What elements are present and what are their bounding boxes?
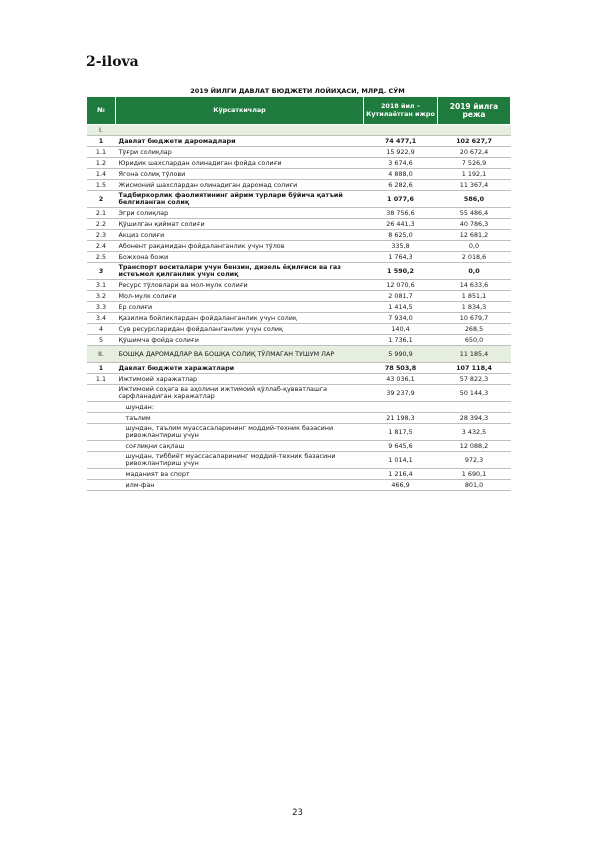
row-indicator: Ижтимоий соҳага ва аҳолини ижтимоий қўллаб-қувватлашга сарфланадиган харажатлар [116, 385, 364, 402]
row-value-2019: 2 018,6 [438, 252, 511, 263]
row-value-2019: 12 681,2 [438, 230, 511, 241]
table-row [87, 230, 511, 241]
row-value-2019: 20 672,4 [438, 147, 511, 158]
row-number [87, 424, 116, 441]
row-number: 3.1 [87, 280, 116, 291]
row-value-2018: 140,4 [364, 324, 438, 335]
table-row [87, 125, 511, 136]
row-number [87, 385, 116, 402]
row-value-2019: 268,5 [438, 324, 511, 335]
row-indicator: Ер солиғи [116, 302, 364, 313]
row-value-2019: 57 822,3 [438, 374, 511, 385]
row-number: 3.3 [87, 302, 116, 313]
header-2019-plan: 2019 йилга режа [438, 97, 511, 125]
header-indicators: Кўрсаткичлар [116, 97, 364, 125]
row-number: I. [87, 125, 116, 136]
table-row [87, 413, 511, 424]
table-row [87, 280, 511, 291]
table-row [87, 441, 511, 452]
row-value-2019: 1 690,1 [438, 469, 511, 480]
table-row [87, 335, 511, 346]
table-row [87, 169, 511, 180]
row-value-2018: 8 625,0 [364, 230, 438, 241]
row-indicator: таълим [116, 413, 364, 424]
row-indicator: Жисмоний шахслардан олинадиган даромад солиғи [116, 180, 364, 191]
table-row [87, 208, 511, 219]
row-number: 3 [87, 263, 116, 280]
row-value-2019: 1 834,3 [438, 302, 511, 313]
row-indicator: Ижтимоий харажатлар [116, 374, 364, 385]
row-value-2018: 1 764,3 [364, 252, 438, 263]
row-value-2018: 39 237,9 [364, 385, 438, 402]
row-indicator: Мол-мулк солиғи [116, 291, 364, 302]
row-value-2019 [438, 402, 511, 413]
row-number [87, 469, 116, 480]
row-number: 2.3 [87, 230, 116, 241]
row-number: 4 [87, 324, 116, 335]
page-number: 23 [292, 808, 303, 818]
row-number: 2.1 [87, 208, 116, 219]
row-value-2018: 5 990,9 [364, 346, 438, 363]
row-indicator: Божхона божи [116, 252, 364, 263]
row-value-2019: 107 118,4 [438, 363, 511, 374]
table-row [87, 324, 511, 335]
row-number: 1.5 [87, 180, 116, 191]
row-value-2019: 650,0 [438, 335, 511, 346]
row-value-2018: 7 934,0 [364, 313, 438, 324]
row-number [87, 402, 116, 413]
table-header-row [87, 97, 511, 125]
table-row [87, 469, 511, 480]
row-value-2019: 7 526,9 [438, 158, 511, 169]
row-indicator: Қўшилган қиймат солиғи [116, 219, 364, 230]
row-value-2019: 972,3 [438, 452, 511, 469]
row-number: 5 [87, 335, 116, 346]
row-indicator: Давлат бюджети даромадлари [116, 136, 364, 147]
row-value-2019: 12 088,2 [438, 441, 511, 452]
table-row [87, 374, 511, 385]
row-value-2019 [438, 125, 511, 136]
table-row [87, 180, 511, 191]
row-value-2019: 1 192,1 [438, 169, 511, 180]
row-indicator: Абонент рақамидан фойдаланганлик учун тўлов [116, 241, 364, 252]
table-row [87, 363, 511, 374]
row-indicator: Қўшимча фойда солиғи [116, 335, 364, 346]
row-indicator: Тўғри солиқлар [116, 147, 364, 158]
row-value-2018: 9 645,6 [364, 441, 438, 452]
row-number: 3.2 [87, 291, 116, 302]
table-row [87, 191, 511, 208]
table-row [87, 263, 511, 280]
row-indicator: шундан: [116, 402, 364, 413]
table-row [87, 291, 511, 302]
row-value-2018: 1 077,6 [364, 191, 438, 208]
row-value-2019: 11 367,4 [438, 180, 511, 191]
row-number: 1.1 [87, 374, 116, 385]
row-indicator: Давлат бюджети харажатлари [116, 363, 364, 374]
row-indicator: Тадбиркорлик фаолиятининг айрим турлари бўйича қатъий белгиланган солиқ [116, 191, 364, 208]
table-row [87, 402, 511, 413]
row-value-2019: 0,0 [438, 263, 511, 280]
row-value-2018: 26 441,3 [364, 219, 438, 230]
row-value-2019: 0,0 [438, 241, 511, 252]
row-value-2018 [364, 125, 438, 136]
table-body [87, 125, 511, 491]
row-number: 1 [87, 363, 116, 374]
row-value-2018: 1 414,5 [364, 302, 438, 313]
table-row [87, 385, 511, 402]
row-number: 2.5 [87, 252, 116, 263]
row-value-2018: 12 070,6 [364, 280, 438, 291]
row-number: 3.4 [87, 313, 116, 324]
table-row [87, 346, 511, 363]
table-row [87, 241, 511, 252]
table-row [87, 136, 511, 147]
table-row [87, 480, 511, 491]
row-value-2018: 43 036,1 [364, 374, 438, 385]
row-number: 1 [87, 136, 116, 147]
row-indicator: шундан, таълим муассасаларининг моддий-техник базасини ривожлантириш учун [116, 424, 364, 441]
row-value-2019: 102 627,7 [438, 136, 511, 147]
row-value-2018: 335,8 [364, 241, 438, 252]
table-row [87, 313, 511, 324]
row-indicator [116, 125, 364, 136]
row-value-2019: 1 851,1 [438, 291, 511, 302]
table-title: 2019 ЙИЛГИ ДАВЛАТ БЮДЖЕТИ ЛОЙИҲАСИ, МЛРД. СЎМ [190, 87, 405, 95]
header-2018-expected: 2018 йил – Кутилаётган ижро [364, 97, 438, 125]
table-row [87, 252, 511, 263]
row-value-2019: 10 679,7 [438, 313, 511, 324]
row-indicator: Транспорт воситалари учун бензин, дизель ёқилғиси ва газ истеъмол қилганлик учун солиқ [116, 263, 364, 280]
row-value-2018: 2 081,7 [364, 291, 438, 302]
row-indicator: Акциз солиғи [116, 230, 364, 241]
row-indicator: БОШҚА ДАРОМАДЛАР ВА БОШҚА СОЛИҚ ТЎЛМАГАН ТУШУМ ЛАР [116, 346, 364, 363]
row-value-2019: 28 394,3 [438, 413, 511, 424]
row-indicator: маданият ва спорт [116, 469, 364, 480]
row-value-2018: 1 817,5 [364, 424, 438, 441]
row-value-2018: 466,9 [364, 480, 438, 491]
row-indicator: Ягона солиқ тўлови [116, 169, 364, 180]
row-value-2018 [364, 402, 438, 413]
header-number: № [87, 97, 116, 125]
row-number [87, 441, 116, 452]
row-indicator: Қазилма бойликлардан фойдаланганлик учун солиқ [116, 313, 364, 324]
row-indicator: Ресурс тўловлари ва мол-мулк солиғи [116, 280, 364, 291]
row-number: 2.2 [87, 219, 116, 230]
row-value-2018: 74 477,1 [364, 136, 438, 147]
row-value-2019: 586,0 [438, 191, 511, 208]
row-value-2018: 15 922,9 [364, 147, 438, 158]
row-number [87, 413, 116, 424]
row-indicator: шундан, тиббиёт муассасаларининг моддий-техник базасини ривожлантириш учун [116, 452, 364, 469]
row-value-2019: 11 185,4 [438, 346, 511, 363]
row-number [87, 480, 116, 491]
row-number: 1.4 [87, 169, 116, 180]
table-row [87, 147, 511, 158]
row-value-2018: 21 198,3 [364, 413, 438, 424]
row-indicator: илм-фан [116, 480, 364, 491]
row-value-2019: 40 786,3 [438, 219, 511, 230]
page-heading: 2-ilova [86, 54, 139, 70]
row-indicator: соғлиқни сақлаш [116, 441, 364, 452]
row-value-2018: 1 736,1 [364, 335, 438, 346]
row-number [87, 452, 116, 469]
row-number: 1.1 [87, 147, 116, 158]
row-value-2019: 14 633,6 [438, 280, 511, 291]
row-indicator: Юридик шахслардан олинадиган фойда солиғи [116, 158, 364, 169]
budget-table [86, 96, 511, 491]
table-row [87, 302, 511, 313]
table-row [87, 219, 511, 230]
row-value-2019: 801,0 [438, 480, 511, 491]
row-value-2018: 1 014,1 [364, 452, 438, 469]
row-value-2018: 78 503,8 [364, 363, 438, 374]
row-number: 2.4 [87, 241, 116, 252]
row-value-2018: 6 282,6 [364, 180, 438, 191]
row-number: 2 [87, 191, 116, 208]
row-number: II. [87, 346, 116, 363]
row-value-2018: 4 888,0 [364, 169, 438, 180]
row-value-2019: 55 486,4 [438, 208, 511, 219]
row-indicator: Сув ресурсларидан фойдаланганлик учун солиқ [116, 324, 364, 335]
row-value-2018: 1 216,4 [364, 469, 438, 480]
row-value-2018: 38 756,6 [364, 208, 438, 219]
row-number: 1.2 [87, 158, 116, 169]
row-value-2018: 1 590,2 [364, 263, 438, 280]
row-value-2019: 3 432,5 [438, 424, 511, 441]
table-row [87, 452, 511, 469]
table-row [87, 158, 511, 169]
row-value-2018: 3 674,6 [364, 158, 438, 169]
table-row [87, 424, 511, 441]
row-value-2019: 50 144,3 [438, 385, 511, 402]
row-indicator: Эгри солиқлар [116, 208, 364, 219]
